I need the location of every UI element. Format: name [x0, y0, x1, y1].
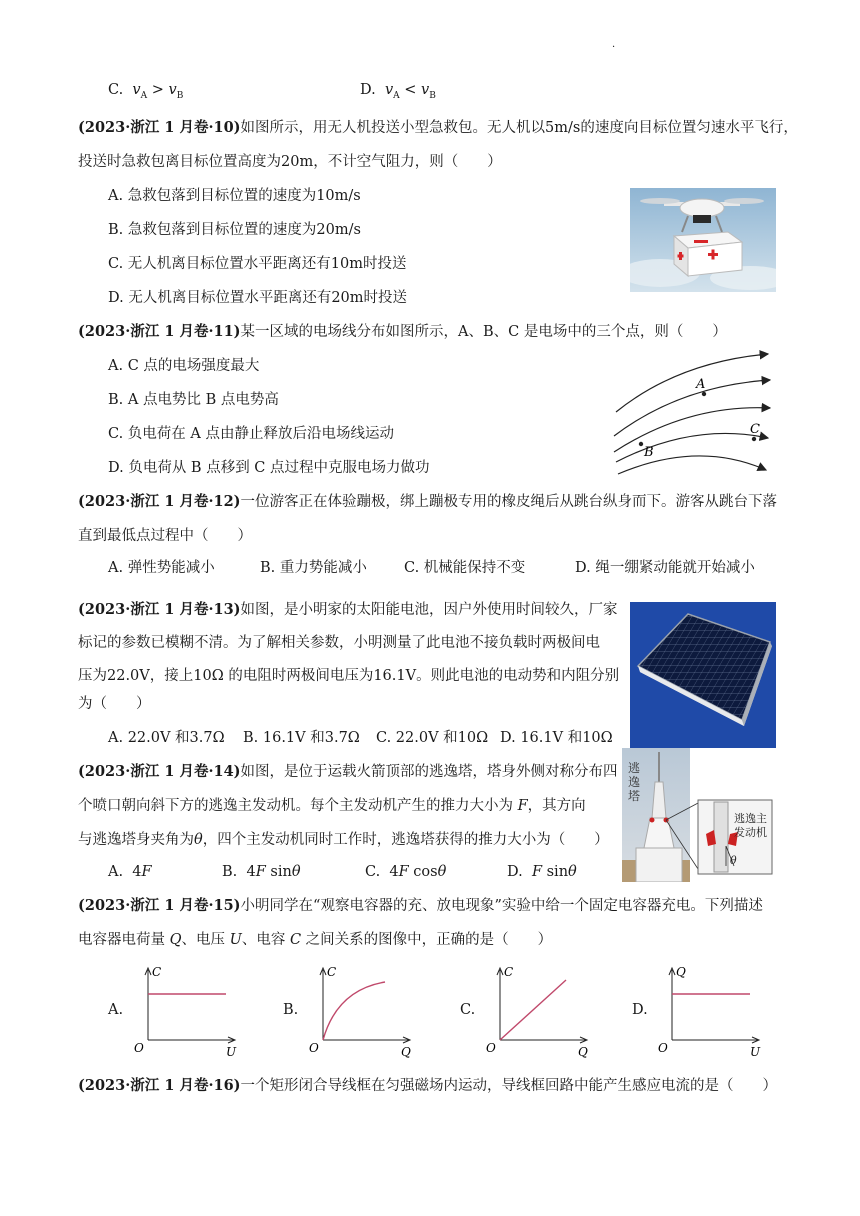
- point-c-label: C: [750, 422, 760, 437]
- q13-stem-line4: 为（ ）: [78, 696, 151, 712]
- q10-stem-line1: (2023·浙江 1 月卷·10)如图所示，用无人机投送小型急救包。无人机以5m/s的速度向目标位置匀速水平飞行，: [78, 119, 798, 136]
- point-b-label: B: [644, 445, 654, 460]
- header-dot: ·: [612, 42, 616, 53]
- q10-source: (2023·浙江 1 月卷·10): [78, 119, 241, 136]
- q11-option-d[interactable]: D. 负电荷从 B 点移到 C 点过程中克服电场力做功: [108, 460, 430, 476]
- q15-option-b[interactable]: [283, 962, 415, 1058]
- y-axis-label: C: [152, 965, 162, 979]
- q9-option-d[interactable]: D. $v_A < v_B$: [360, 82, 436, 101]
- q15-source: (2023·浙江 1 月卷·15): [78, 897, 241, 914]
- q10-option-b[interactable]: B. 急救包落到目标位置的速度为20m/s: [108, 222, 361, 238]
- q14-option-b[interactable]: B. 4F sinθ: [222, 864, 301, 880]
- q16-stem: (2023·浙江 1 月卷·16)一个矩形闭合导线框在匀强磁场内运动，导线框回路中能产生感应电流的是（ ）: [78, 1077, 778, 1094]
- x-axis-label: Q: [401, 1045, 411, 1058]
- q15-option-a[interactable]: [108, 962, 240, 1058]
- q14-option-a[interactable]: A. 4F: [108, 864, 152, 880]
- origin-label: O: [486, 1041, 496, 1055]
- y-axis-label: C: [327, 965, 337, 979]
- q10-option-d[interactable]: D. 无人机离目标位置水平距离还有20m时投送: [108, 290, 408, 306]
- q15-stem-line1: (2023·浙江 1 月卷·15)小明同学在“观察电容器的充、放电现象”实验中给一个固定电容器充电。下列描述: [78, 897, 763, 914]
- q14-option-c[interactable]: C. 4F cosθ: [365, 864, 447, 880]
- tower-label-1: 逃: [628, 761, 641, 775]
- point-a-label: A: [696, 377, 706, 392]
- q16-source: (2023·浙江 1 月卷·16): [78, 1077, 241, 1094]
- q15-option-label: B.: [283, 1002, 299, 1018]
- q11-option-c[interactable]: C. 负电荷在 A 点由静止释放后沿电场线运动: [108, 426, 394, 442]
- x-axis-label: U: [226, 1045, 237, 1058]
- q13-stem-line1: (2023·浙江 1 月卷·13)如图，是小明家的太阳能电池，因户外使用时间较久，厂家: [78, 601, 618, 618]
- q13-option-a[interactable]: A. 22.0V 和3.7Ω: [108, 730, 225, 746]
- q11-source: (2023·浙江 1 月卷·11): [78, 323, 241, 340]
- q15-stem-line2: 电容器电荷量 Q、电压 U、电容 C 之间关系的图像中，正确的是（ ）: [78, 932, 553, 948]
- q15-option-c[interactable]: [460, 962, 592, 1058]
- q13-option-b[interactable]: B. 16.1V 和3.7Ω: [243, 730, 360, 746]
- q14-stem-line1: (2023·浙江 1 月卷·14)如图，是位于运载火箭顶部的逃逸塔，塔身外侧对称分布四: [78, 763, 618, 780]
- q14-option-d[interactable]: D. F sinθ: [507, 864, 577, 880]
- origin-label: O: [309, 1041, 319, 1055]
- q13-stem-line3: 压为22.0V，接上10Ω 的电阻时两极间电压为16.1V。则此电池的电动势和内阻分别: [78, 668, 620, 684]
- tower-label-2: 逸: [628, 775, 641, 789]
- q10-option-c[interactable]: C. 无人机离目标位置水平距离还有10m时投送: [108, 256, 407, 272]
- angle-theta-label: θ: [730, 854, 737, 867]
- q12-option-d[interactable]: D. 绳一绷紧动能就开始减小: [575, 560, 755, 576]
- q12-stem-line1: (2023·浙江 1 月卷·12)一位游客正在体验蹦极，绑上蹦极专用的橡皮绳后从跳台纵身而下。游客从跳台下落: [78, 493, 778, 510]
- q12-option-b[interactable]: B. 重力势能减小: [260, 560, 367, 576]
- q11-stem: (2023·浙江 1 月卷·11)某一区域的电场线分布如图所示，A、B、C 是电场中的三个点，则（ ）: [78, 323, 727, 340]
- q9-option-c[interactable]: C. $v_A > v_B$: [108, 82, 184, 101]
- escape-tower-figure: [622, 748, 778, 882]
- q12-stem-line2: 直到最低点过程中（ ）: [78, 528, 252, 544]
- q15-graph: [482, 962, 592, 1058]
- x-axis-label: U: [750, 1045, 761, 1058]
- electric-field-lines-figure: [608, 344, 778, 478]
- graph-curve: [500, 980, 566, 1040]
- origin-label: O: [658, 1041, 668, 1055]
- q15-option-label: C.: [460, 1002, 476, 1018]
- q11-option-a[interactable]: A. C 点的电场强度最大: [108, 358, 260, 374]
- q14-stem-line3: 与逃逸塔身夹角为θ，四个主发动机同时工作时，逃逸塔获得的推力大小为（ ）: [78, 832, 609, 848]
- q10-option-a[interactable]: A. 急救包落到目标位置的速度为10m/s: [108, 188, 361, 204]
- x-axis-label: Q: [578, 1045, 588, 1058]
- q14-stem-line2: 个喷口朝向斜下方的逃逸主发动机。每个主发动机产生的推力大小为 F，其方向: [78, 798, 586, 814]
- q13-source: (2023·浙江 1 月卷·13): [78, 601, 241, 618]
- q12-option-a[interactable]: A. 弹性势能减小: [108, 560, 215, 576]
- q15-option-d[interactable]: [632, 962, 764, 1058]
- q13-option-d[interactable]: D. 16.1V 和10Ω: [500, 730, 613, 746]
- q12-source: (2023·浙江 1 月卷·12): [78, 493, 241, 510]
- q12-option-c[interactable]: C. 机械能保持不变: [404, 560, 526, 576]
- drone-first-aid-figure: [630, 188, 776, 292]
- q15-graph: [130, 962, 240, 1058]
- origin-label: O: [134, 1041, 144, 1055]
- q13-option-c[interactable]: C. 22.0V 和10Ω: [376, 730, 489, 746]
- q13-stem-line2: 标记的参数已模糊不清。为了解相关参数，小明测量了此电池不接负载时两极间电: [78, 635, 600, 651]
- q11-option-b[interactable]: B. A 点电势比 B 点电势高: [108, 392, 279, 408]
- q10-stem-line2: 投送时急救包离目标位置高度为20m，不计空气阻力，则（ ）: [78, 154, 502, 170]
- engine-label-2: 发动机: [734, 826, 767, 839]
- q15-graph: [654, 962, 764, 1058]
- engine-label-1: 逃逸主: [734, 812, 767, 825]
- y-axis-label: C: [504, 965, 514, 979]
- y-axis-label: Q: [676, 965, 686, 979]
- q15-option-label: A.: [108, 1002, 124, 1018]
- graph-curve: [323, 982, 385, 1040]
- q14-source: (2023·浙江 1 月卷·14): [78, 763, 241, 780]
- q15-option-label: D.: [632, 1002, 648, 1018]
- solar-panel-figure: [630, 602, 776, 748]
- q15-graph: [305, 962, 415, 1058]
- tower-label-3: 塔: [628, 789, 641, 803]
